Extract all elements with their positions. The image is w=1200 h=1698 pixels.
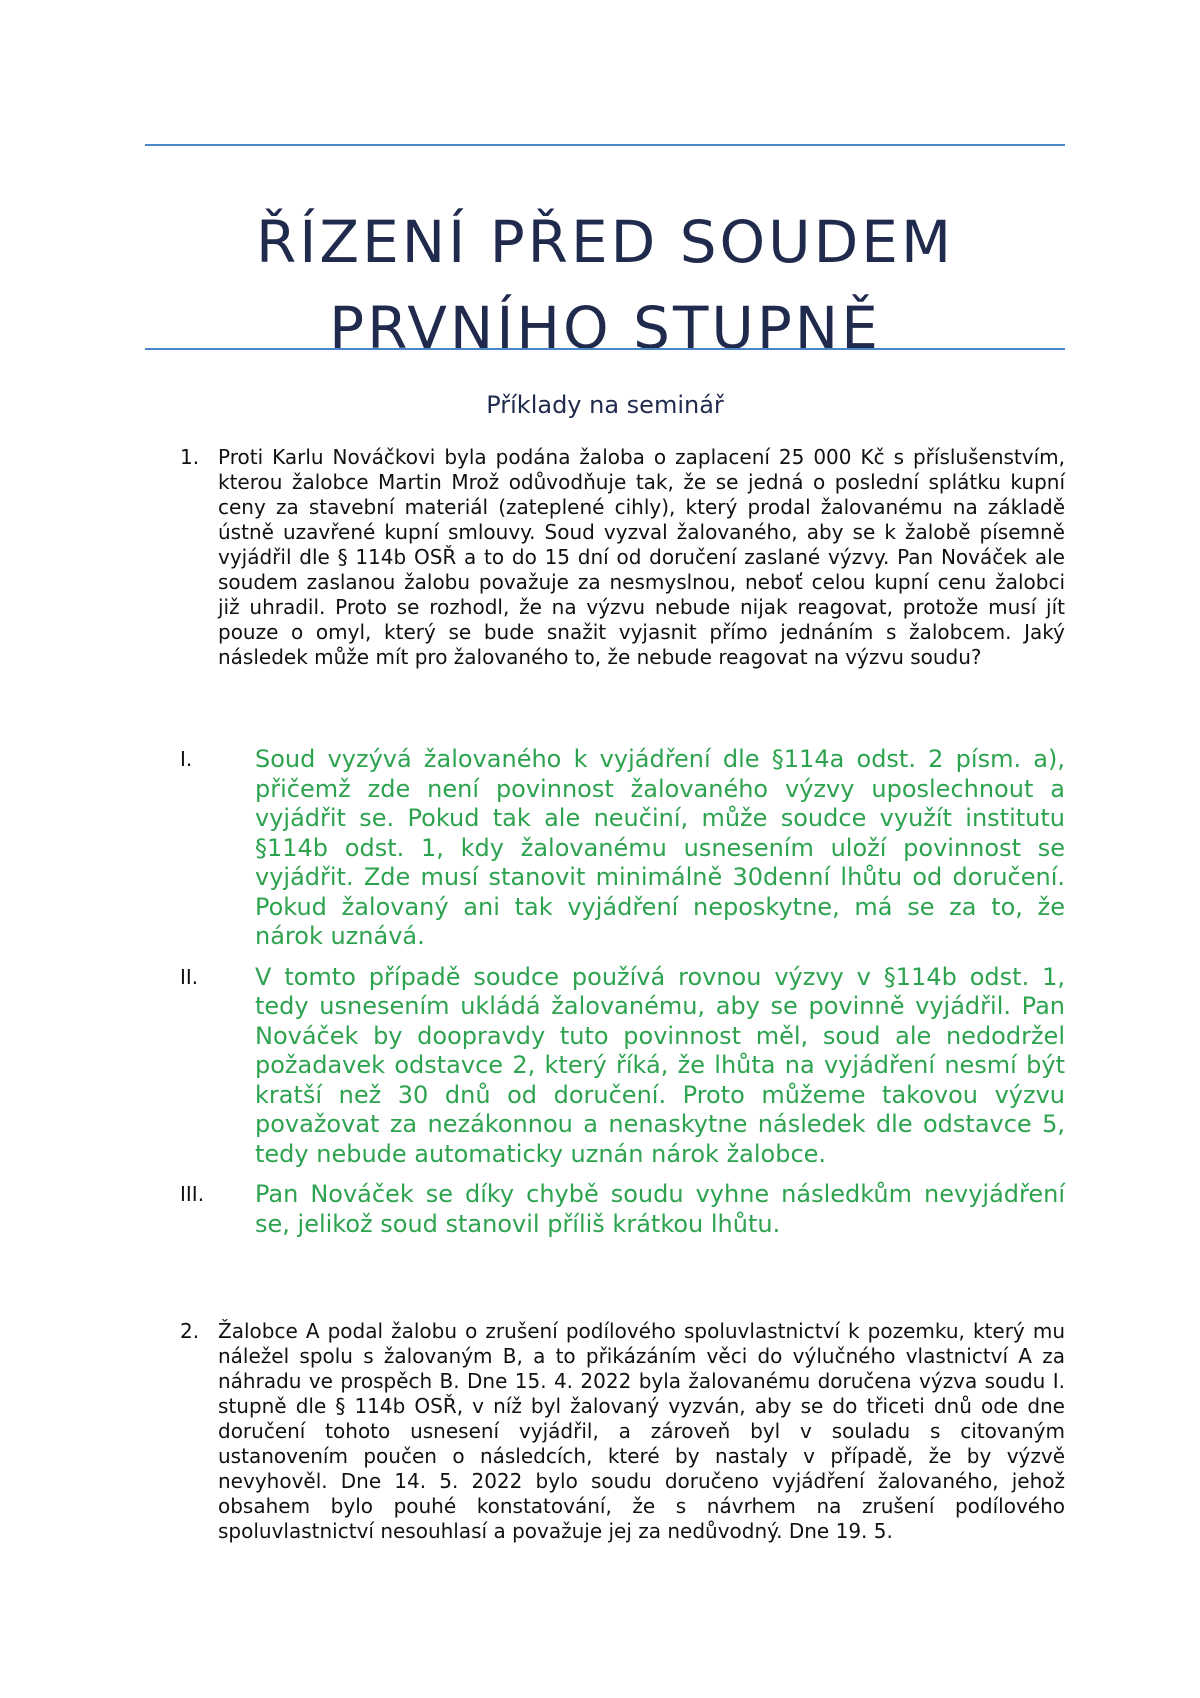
title-bottom-rule: [145, 348, 1065, 350]
question-text: Proti Karlu Nováčkovi byla podána žaloba o zaplacení 25 000 Kč s příslušenstvím, kterou žalobce Martin Mrož odůvodňuje tak, že se jedná o poslední splátku kupní ceny za stavební materiál (zateplené cihly), který prodal žalovanému na základě ústně uzavřené kupní smlouvy. Soud vyzval žalovaného, aby se k žalobě písemně vyjádřil dle § 114b OSŘ a to do 15 dní od doručení zaslané výzvy. Pan Nováček ale soudem zaslanou žalobu považuje za nesmyslnou, neboť celou kupní cenu žalobci již uhradil. Proto se rozhodl, že na výzvu nebude nijak reagovat, protože musí jít pouze o omyl, který se bude snažit vyjasnit přímo jednáním s žalobcem. Jaký následek může mít pro žalovaného to, že nebude reagovat na výzvu soudu?: [218, 445, 1065, 669]
answer-numeral: II.: [180, 964, 199, 989]
answer-item: [145, 745, 1065, 952]
question-text: Žalobce A podal žalobu o zrušení podílového spoluvlastnictví k pozemku, který mu náležel spolu s žalovaným B, a to přikázáním věci do výlučného vlastnictví A za náhradu ve prospěch B. Dne 15. 4. 2022 byla žalovanému doručena výzva soudu I. stupně dle § 114b OSŘ, v níž byl žalovaný vyzván, aby se do třiceti dnů ode dne doručení tohoto usnesení vyjádřil, a zároveň byl v souladu s citovaným ustanovením poučen o následcích, které by nastaly v případě, že by výzvě nevyhověl. Dne 14. 5. 2022 bylo soudu doručeno vyjádření žalovaného, jehož obsahem bylo pouhé konstatování, že s návrhem na zrušení podílového spoluvlastnictví nesouhlasí a považuje jej za nedůvodný. Dne 19. 5.: [218, 1319, 1065, 1543]
question-item: [145, 1319, 1065, 1544]
answer-item: [145, 1180, 1065, 1239]
answer-text: Pan Nováček se díky chybě soudu vyhne následkům nevyjádření se, jelikož soud stanovil příliš krátkou lhůtu.: [255, 1180, 1065, 1238]
answer-item: [145, 963, 1065, 1170]
answer-numeral: III.: [180, 1182, 205, 1206]
question-item: [145, 445, 1065, 670]
answer-numeral: I.: [180, 747, 193, 771]
answer-text: Soud vyzývá žalovaného k vyjádření dle §114a odst. 2 písm. a), přičemž zde není povinnost žalovaného výzvy uposlechnout a vyjádřit se. Pokud tak ale neučiní, může soudce využít institutu §114b odst. 1, kdy žalovanému usnesením uloží povinnost se vyjádřit. Zde musí stanovit minimálně 30denní lhůtu od doručení. Pokud žalovaný ani tak vyjádření neposkytne, má se za to, že nárok uznává.: [255, 745, 1065, 950]
answer-text: V tomto případě soudce používá rovnou výzvy v §114b odst. 1, tedy usnesením ukládá žalovanému, aby se povinně vyjádřil. Pan Nováček by doopravdy tuto povinnost měl, soud ale nedodržel požadavek odstavce 2, který říká, že lhůta na vyjádření nesmí být kratší než 30 dnů od doručení. Proto můžeme takovou výzvu považovat za nezákonnou a nenaskytne následek dle odstavce 5, tedy nebude automaticky uznán nárok žalobce.: [255, 962, 1065, 1168]
question-number: 1.: [180, 445, 200, 469]
question-number: 2.: [180, 1319, 200, 1343]
page-title: [145, 199, 1065, 371]
title-top-rule: [145, 144, 1065, 146]
answer-list: [145, 745, 1065, 1250]
page-title-line-1: ŘÍZENÍ PŘED SOUDEM: [255, 207, 954, 276]
page-title-line-2: PRVNÍHO STUPNĚ: [329, 293, 881, 362]
document-page: [145, 0, 1065, 1698]
subtitle: Příklady na seminář: [486, 391, 724, 419]
